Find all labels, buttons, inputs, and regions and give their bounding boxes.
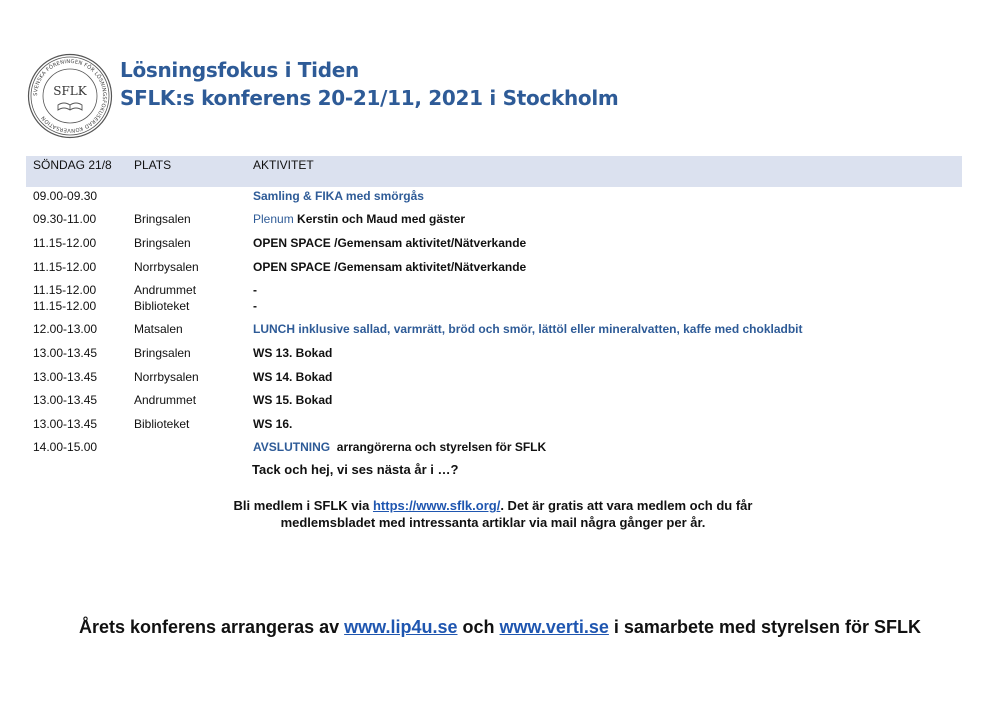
conference-subtitle: SFLK:s konferens 20-21/11, 2021 i Stockholm bbox=[120, 86, 619, 110]
row-activity: OPEN SPACE /Gemensam aktivitet/Nätverkande bbox=[253, 236, 527, 250]
row-place: Andrummet bbox=[134, 283, 197, 297]
sflk-logo bbox=[27, 53, 113, 139]
row-place: Norrbysalen bbox=[134, 370, 199, 384]
row-activity bbox=[253, 440, 546, 454]
membership-text-post: . Det är gratis att vara medlem och du får medlemsbladet med intressanta artiklar via mail några gånger per år. bbox=[280, 498, 753, 530]
activity-detail: Kerstin och Maud med gäster bbox=[293, 212, 466, 226]
row-activity bbox=[253, 212, 465, 226]
row-activity: WS 15. Bokad bbox=[253, 393, 333, 407]
row-activity: WS 14. Bokad bbox=[253, 370, 333, 384]
footer-text-mid: och bbox=[457, 617, 500, 637]
membership-note bbox=[228, 497, 758, 531]
footer-text-post: i samarbete med styrelsen för SFLK bbox=[608, 617, 922, 637]
row-time: 11.15-12.00 bbox=[33, 260, 97, 274]
row-place: Biblioteket bbox=[134, 417, 190, 431]
row-activity: - bbox=[253, 283, 257, 297]
activity-detail: arrangörerna och styrelsen för SFLK bbox=[330, 440, 547, 454]
row-time: 09.00-09.30 bbox=[33, 189, 98, 203]
activity-label: AVSLUTNING bbox=[253, 440, 331, 454]
footer-text-pre: Årets konferens arrangeras av bbox=[78, 617, 345, 637]
row-place: Bringsalen bbox=[134, 346, 191, 360]
closing-remark: Tack och hej, vi ses nästa år i …? bbox=[252, 462, 459, 477]
row-time: 11.15-12.00 bbox=[33, 299, 97, 313]
row-place: Norrbysalen bbox=[134, 260, 199, 274]
row-place: Bringsalen bbox=[134, 212, 191, 226]
row-time: 13.00-13.45 bbox=[33, 417, 98, 431]
header-activity: AKTIVITET bbox=[253, 158, 314, 172]
row-time: 12.00-13.00 bbox=[33, 322, 98, 336]
footer-note bbox=[0, 617, 1000, 638]
conference-title: Lösningsfokus i Tiden bbox=[120, 58, 359, 82]
membership-text-pre: Bli medlem i SFLK via bbox=[233, 498, 373, 513]
row-time: 09.30-11.00 bbox=[33, 212, 97, 226]
activity-label: Plenum bbox=[253, 212, 294, 226]
logo-center-text: SFLK bbox=[53, 84, 87, 98]
row-time: 13.00-13.45 bbox=[33, 393, 98, 407]
row-time: 11.15-12.00 bbox=[33, 236, 97, 250]
row-time: 11.15-12.00 bbox=[33, 283, 97, 297]
row-place: Biblioteket bbox=[134, 299, 190, 313]
row-activity: LUNCH inklusive sallad, varmrätt, bröd och smör, lättöl eller mineralvatten, kaffe med chokladbit bbox=[253, 322, 803, 336]
row-time: 13.00-13.45 bbox=[33, 346, 98, 360]
header-day: SÖNDAG 21/8 bbox=[33, 158, 112, 172]
row-activity: WS 13. Bokad bbox=[253, 346, 333, 360]
row-time: 13.00-13.45 bbox=[33, 370, 98, 384]
logo-ring-text: SVENSKA FÖRENINGEN FÖR LÖSNINGSFOKUSERAD KONVERSATION bbox=[32, 58, 108, 134]
header-place: PLATS bbox=[134, 158, 172, 172]
row-activity: Samling & FIKA med smörgås bbox=[253, 189, 424, 203]
row-activity: OPEN SPACE /Gemensam aktivitet/Nätverkande bbox=[253, 260, 527, 274]
lip4u-link[interactable]: www.lip4u.se bbox=[344, 617, 458, 637]
row-time: 14.00-15.00 bbox=[33, 440, 98, 454]
row-place: Andrummet bbox=[134, 393, 197, 407]
verti-link[interactable]: www.verti.se bbox=[499, 617, 609, 637]
sflk-link[interactable]: https://www.sflk.org/ bbox=[372, 498, 501, 513]
row-activity: - bbox=[253, 299, 257, 313]
row-place: Bringsalen bbox=[134, 236, 191, 250]
row-activity: WS 16. bbox=[253, 417, 293, 431]
row-place: Matsalen bbox=[134, 322, 183, 336]
